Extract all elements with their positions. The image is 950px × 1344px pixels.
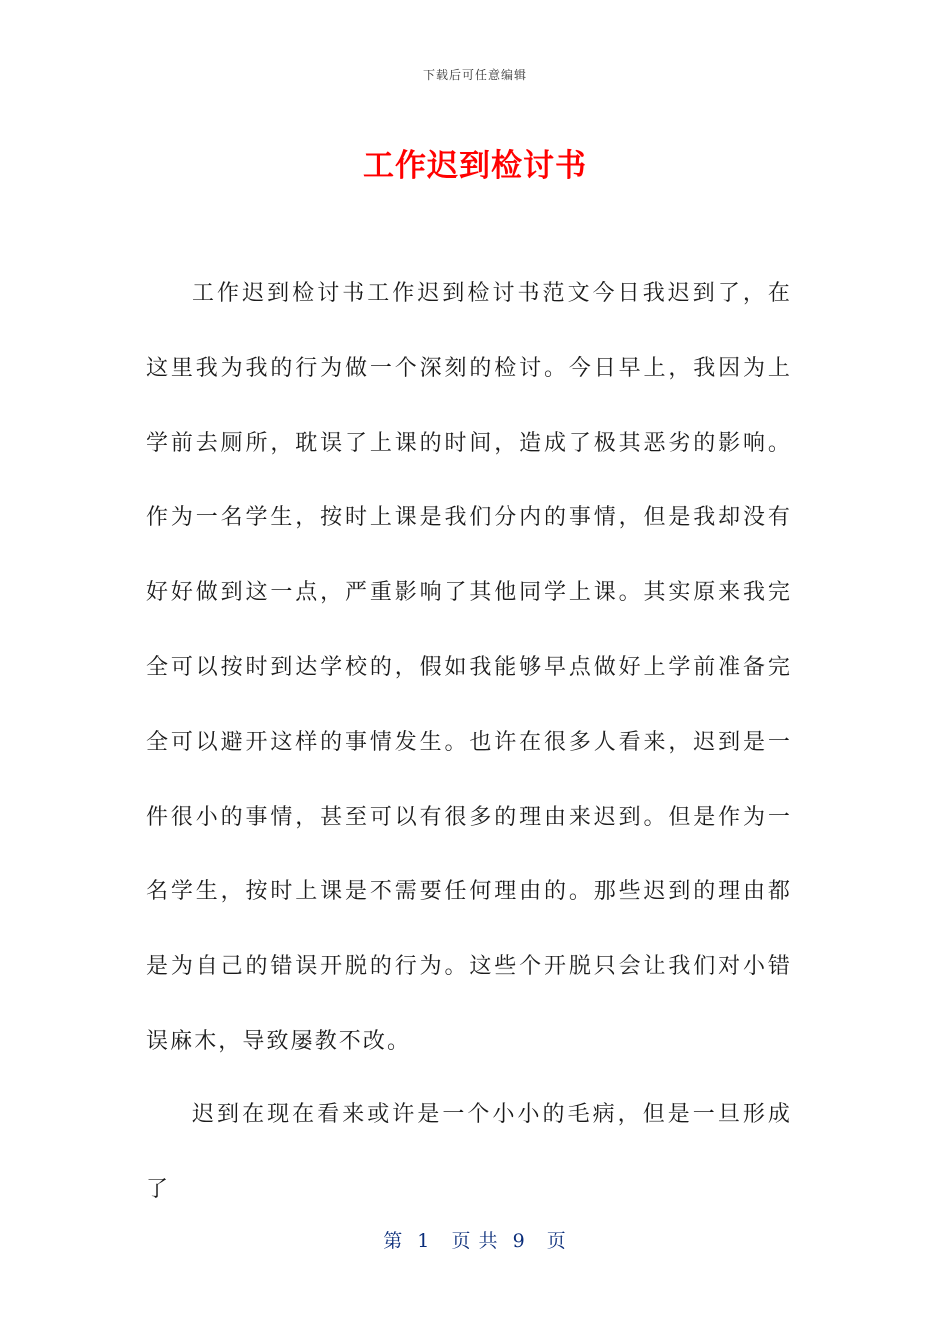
document-title: 工作迟到检讨书 [363, 148, 587, 184]
body-paragraph-2: 迟到在现在看来或许是一个小小的毛病，但是一旦形成了 [146, 1102, 792, 1202]
body-paragraph-1: 工作迟到检讨书工作迟到检讨书范文今日我迟到了，在这里我为我的行为做一个深刻的检讨。今日早上，我因为上学前去厕所，耽误了上课的时间，造成了极其恶劣的影响。作为一名学生，按时上课是我们分内的事情，但是我却没有好好做到这一点，严重影响了其他同学上课。其实原来我完全可以按时到达学校的，假如我能够早点做好上学前准备完全可以避开这样的事情发生。也许在很多人看来，迟到是一件很小的事情，甚至可以有很多的理由来迟到。但是作为一名学生，按时上课是不需要任何理由的。那些迟到的理由都是为自己的错误开脱的行为。这些个开脱只会让我们对小错误麻木，导致屡教不改。 [146, 281, 792, 1054]
header-note: 下载后可任意编辑 [422, 68, 527, 82]
page-number-footer: 第 1 页 共 9 页 [383, 1230, 567, 1252]
